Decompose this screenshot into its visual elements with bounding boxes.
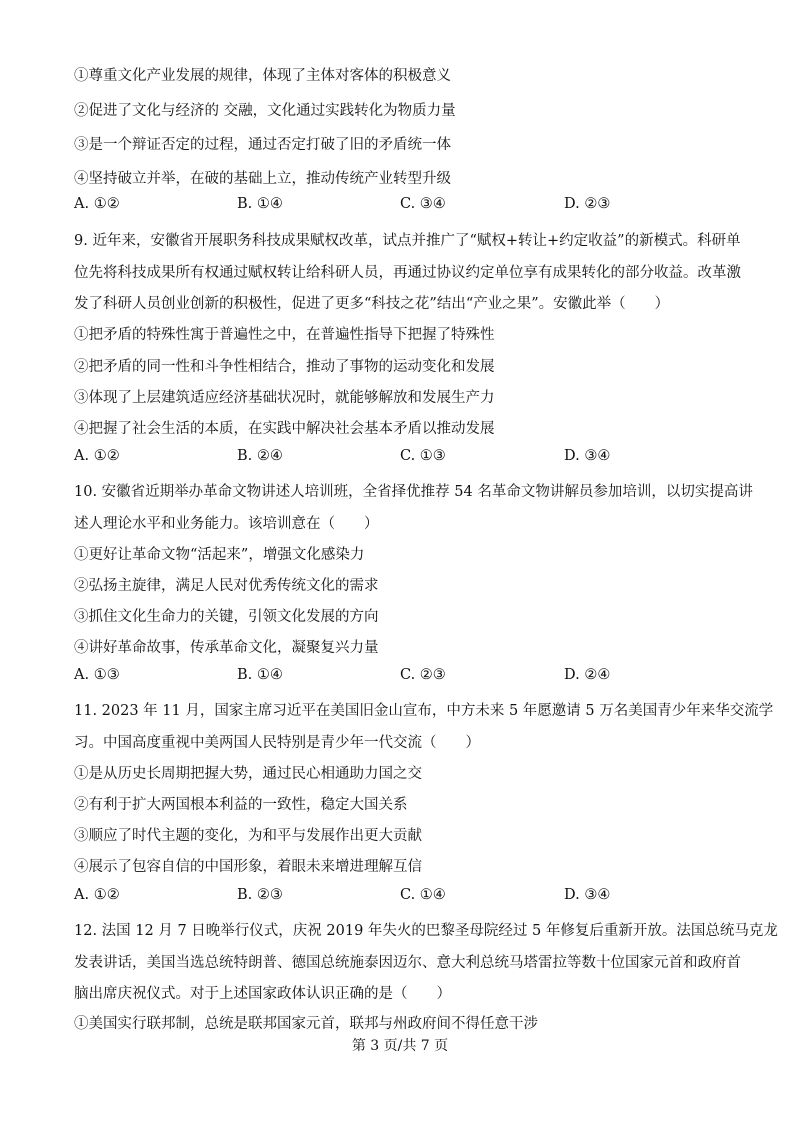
- page-footer: 第 3 页/共 7 页: [351, 1038, 449, 1054]
- q10-choice-b: B. ①④: [237, 667, 283, 683]
- q9-choice-c: C. ①③: [400, 448, 446, 464]
- q11-option-2: ②有利于扩大两国根本利益的一致性，稳定大国关系: [74, 797, 408, 813]
- q10-choice-c: C. ②③: [400, 667, 446, 683]
- q11-option-4: ④展示了包容自信的中国形象，着眼未来增进理解互信: [74, 859, 422, 875]
- q12-stem-line-2: 发表讲话，美国当选总统特朗普、德国总统施泰因迈尔、意大利总统马塔雷拉等数十位国家元首和政府首: [74, 955, 741, 971]
- q10-option-2: ②弘扬主旋律，满足人民对优秀传统文化的需求: [74, 578, 379, 594]
- q9-choice-b: B. ②④: [237, 448, 283, 464]
- q11-option-1: ①是从历史长周期把握大势，通过民心相通助力国之交: [74, 766, 422, 782]
- q9-option-2: ②把矛盾的同一性和斗争性相结合，推动了事物的运动变化和发展: [74, 359, 495, 375]
- q10-choice-d: D. ②④: [564, 667, 611, 683]
- q8-option-1: ①尊重文化产业发展的规律，体现了主体对客体的积极意义: [74, 68, 451, 84]
- q10-option-1: ①更好让革命文物“活起来”，增强文化感染力: [74, 547, 365, 563]
- q11-stem-line-1: 11. 2023 年 11 月，国家主席习近平在美国旧金山宣布，中方未来 5 年愿邀请 5 万名美国青少年来华交流学: [74, 703, 774, 719]
- q8-option-4: ④坚持破立并举，在破的基础上立，推动传统产业转型升级: [74, 171, 451, 187]
- q8-choice-d: D. ②③: [564, 196, 611, 212]
- q9-option-4: ④把握了社会生活的本质，在实践中解决社会基本矛盾以推动发展: [74, 421, 495, 437]
- q11-choice-c: C. ①④: [400, 887, 446, 903]
- q10-option-3: ③抓住文化生命力的关键，引领文化发展的方向: [74, 609, 379, 625]
- q10-stem-line-2: 述人理论水平和业务能力。该培训意在（ ）: [74, 516, 379, 532]
- q10-option-4: ④讲好革命故事，传承革命文化，凝聚复兴力量: [74, 640, 379, 656]
- q8-choice-c: C. ③④: [400, 196, 446, 212]
- q9-stem-line-2: 位先将科技成果所有权通过赋权转让给科研人员，再通过协议约定单位享有成果转化的部分收益。改革激: [74, 265, 741, 281]
- q8-choice-a: A. ①②: [74, 196, 120, 212]
- q9-stem-line-1: 9. 近年来，安徽省开展职务科技成果赋权改革，试点并推广了“赋权+转让+约定收益”的新模式。科研单: [74, 233, 741, 249]
- q11-stem-line-2: 习。中国高度重视中美两国人民特别是青少年一代交流（ ）: [74, 735, 480, 751]
- q9-option-1: ①把矛盾的特殊性寓于普遍性之中，在普遍性指导下把握了特殊性: [74, 327, 495, 343]
- q8-option-3: ③是一个辩证否定的过程，通过否定打破了旧的矛盾统一体: [74, 137, 451, 153]
- q12-stem-line-1: 12. 法国 12 月 7 日晚举行仪式，庆祝 2019 年失火的巴黎圣母院经过 5 年修复后重新开放。法国总统马克龙: [74, 923, 778, 939]
- q8-option-2: ②促进了文化与经济的 交融，文化通过实践转化为物质力量: [74, 103, 456, 119]
- q8-choice-b: B. ①④: [237, 196, 283, 212]
- q11-option-3: ③顺应了时代主题的变化，为和平与发展作出更大贡献: [74, 828, 422, 844]
- q10-stem-line-1: 10. 安徽省近期举办革命文物讲述人培训班，全省择优推荐 54 名革命文物讲解员参加培训，以切实提高讲: [74, 484, 753, 500]
- q10-choice-a: A. ①③: [74, 667, 120, 683]
- q9-choice-d: D. ③④: [564, 448, 611, 464]
- q9-stem-line-3: 发了科研人员创业创新的积极性，促进了更多“科技之花”结出“产业之果”。安徽此举（ ）: [74, 296, 670, 312]
- q11-choice-b: B. ②③: [237, 887, 283, 903]
- q11-choice-d: D. ③④: [564, 887, 611, 903]
- q9-choice-a: A. ①②: [74, 448, 120, 464]
- q9-option-3: ③体现了上层建筑适应经济基础状况时，就能够解放和发展生产力: [74, 390, 495, 406]
- q12-stem-line-3: 脑出席庆祝仪式。对于上述国家政体认识正确的是（ ）: [74, 986, 451, 1002]
- q12-option-1: ①美国实行联邦制，总统是联邦国家元首，联邦与州政府间不得任意干涉: [74, 1016, 538, 1032]
- q11-choice-a: A. ①②: [74, 887, 120, 903]
